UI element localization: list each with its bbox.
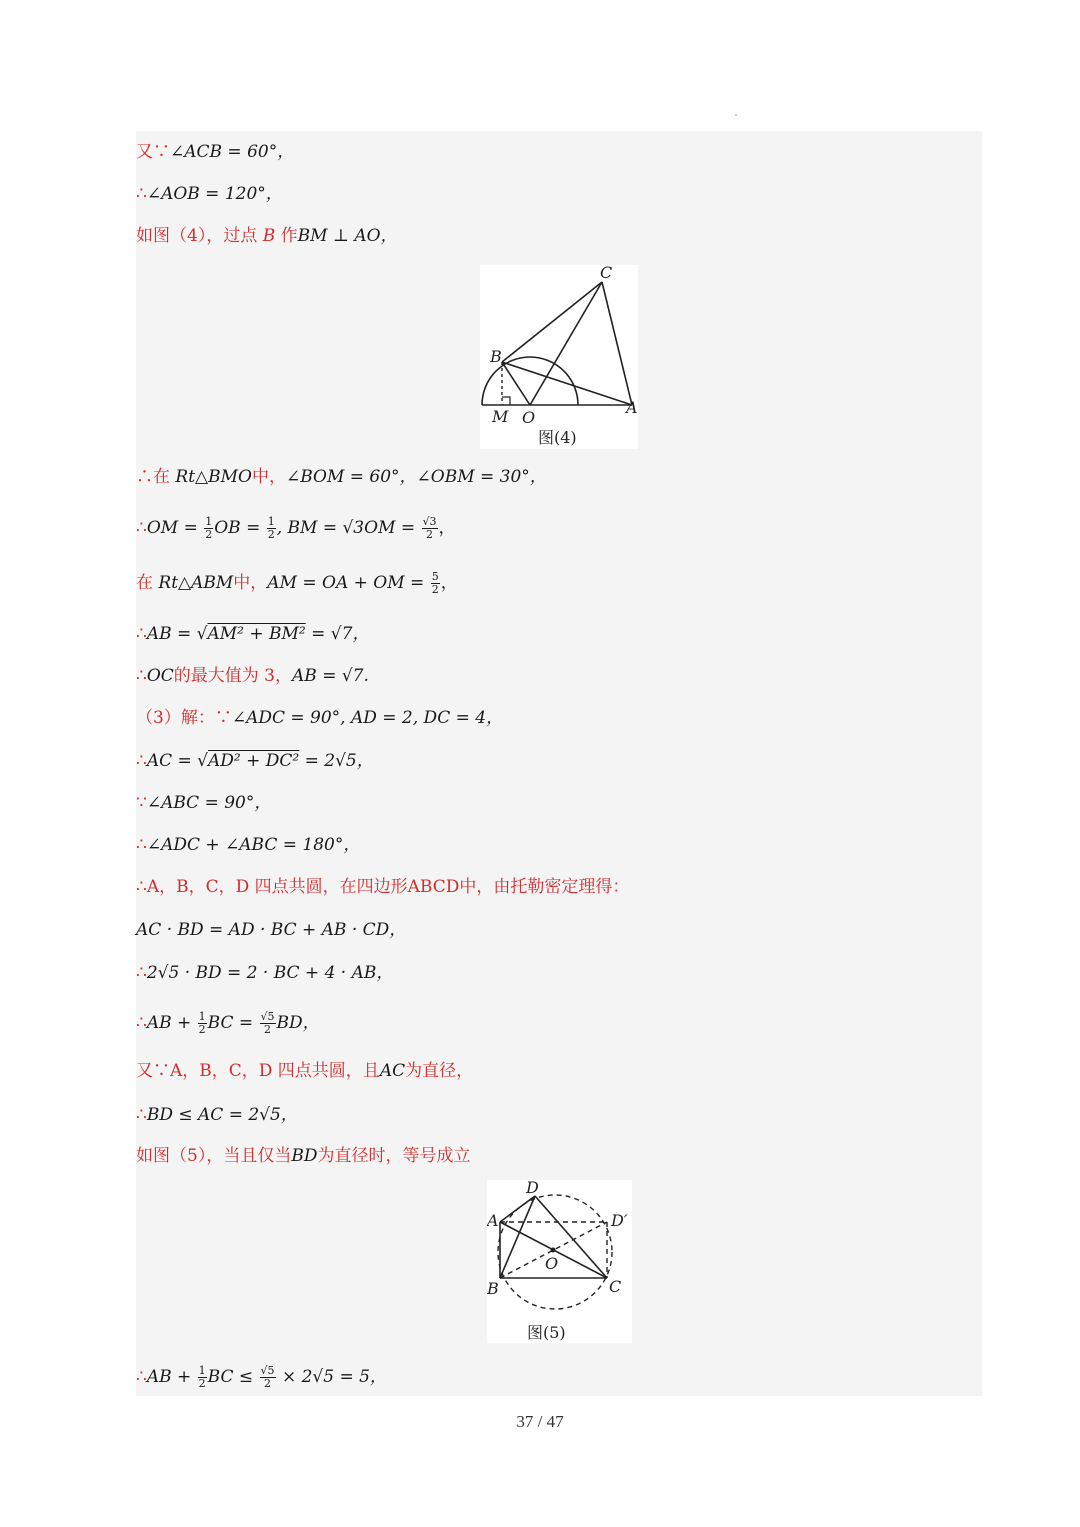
text-red: ∴ xyxy=(136,184,147,204)
segment-ca xyxy=(602,282,632,405)
fraction-half: $\frac{1}{2}$ xyxy=(205,515,213,541)
punctuation: ， xyxy=(438,518,456,538)
math-expr: = 2√5， xyxy=(299,751,374,771)
text-red: ∴ xyxy=(136,1013,147,1033)
fraction-half: $\frac{1}{2}$ xyxy=(198,1364,206,1390)
fraction-five-half: $\frac{5}{2}$ xyxy=(431,570,439,596)
math-expr: ∠ABC = 90°， xyxy=(146,793,272,813)
solution-content xyxy=(136,131,982,1396)
line-3 xyxy=(136,220,398,252)
line-10 xyxy=(136,745,374,777)
text-red: ∴ xyxy=(136,1367,147,1387)
stray-dot xyxy=(735,114,737,116)
text-red: 为直径， xyxy=(405,1061,474,1081)
text-red: 在 xyxy=(136,573,153,593)
label-b: B xyxy=(487,1279,499,1298)
center-point-o xyxy=(551,1248,556,1253)
math-expr: AB + xyxy=(146,1013,197,1033)
math-expr: ∠AOB = 120°， xyxy=(146,184,283,204)
line-13 xyxy=(136,871,629,903)
math-expr: AB = √7. xyxy=(292,666,369,686)
text-red: 的最大值为 3， xyxy=(173,666,293,686)
line-6 xyxy=(136,567,458,599)
fraction-sqrt5-half: $\frac{√5}{2}$ xyxy=(260,1364,275,1390)
math-expr: OM = xyxy=(146,518,204,538)
text-red: （3）解：∵ xyxy=(136,708,232,728)
label-c: C xyxy=(609,1277,622,1296)
segment-ba xyxy=(502,362,632,405)
math-expr: BD， xyxy=(276,1013,320,1033)
text-red: 作 xyxy=(280,226,298,246)
math-expr: ∠ADC + ∠ABC = 180°， xyxy=(146,835,361,855)
math-expr: ∠ADC = 90°, AD = 2, DC = 4， xyxy=(231,708,504,728)
math-radicand: AD² + DC² xyxy=(208,751,300,771)
figure-5-diagram xyxy=(487,1180,632,1343)
math-expr: BD xyxy=(291,1146,318,1166)
math-expr: BD ≤ AC = 2√5， xyxy=(146,1105,298,1125)
text-red: 如图（5），当且仅当 xyxy=(136,1146,292,1166)
figure-4-caption: 图(4) xyxy=(538,428,577,447)
math-expr: × 2√5 = 5， xyxy=(276,1367,387,1387)
line-17 xyxy=(136,1055,473,1087)
label-d-prime: D′ xyxy=(611,1211,628,1230)
right-angle-mark xyxy=(502,397,510,405)
math-expr: BM ⊥ AO， xyxy=(297,226,398,246)
math-expr: AC = √ xyxy=(146,751,208,771)
line-20 xyxy=(136,1361,387,1393)
line-16 xyxy=(136,1007,320,1039)
figure-4-diagram xyxy=(480,265,638,449)
text-red: ∴ xyxy=(136,666,147,686)
math-expr: OB = xyxy=(214,518,266,538)
line-5 xyxy=(136,512,456,544)
text-red: 如图（4），过点 xyxy=(136,226,258,246)
line-12 xyxy=(136,829,360,861)
math-expr: AC · BD = AD · BC + AB · CD， xyxy=(136,920,407,940)
math-expr: 2√5 · BD = 2 · BC + 4 · AB， xyxy=(146,963,394,983)
text-red: 又∵ xyxy=(136,142,170,162)
label-o: O xyxy=(545,1254,559,1273)
line-7 xyxy=(136,618,369,650)
math-expr: Rt△ABM xyxy=(158,573,234,593)
math-expr: AB + xyxy=(146,1367,197,1387)
math-expr: AC xyxy=(379,1061,406,1081)
text-red: 为直径时，等号成立 xyxy=(317,1146,471,1166)
label-c: C xyxy=(600,265,613,282)
punctuation: ， xyxy=(440,573,458,593)
fraction-half: $\frac{1}{2}$ xyxy=(267,515,275,541)
text-red: ∴在 xyxy=(136,467,170,487)
figure-4 xyxy=(480,265,638,449)
math-expr: ∠ACB = 60°， xyxy=(170,142,295,162)
text-red: 中， xyxy=(251,467,286,487)
math-expr: BC = xyxy=(207,1013,259,1033)
math-expr: ∠BOM = 60°，∠OBM = 30°， xyxy=(285,467,547,487)
line-4 xyxy=(136,461,547,493)
text-red: 又∵A，B，C，D 四点共圆，且 xyxy=(136,1061,380,1081)
math-expr: , BM = √3OM = xyxy=(276,518,421,538)
text-red: ∴ xyxy=(136,624,147,644)
line-14 xyxy=(136,914,406,946)
math-expr: AM = OA + OM = xyxy=(267,573,430,593)
math-expr: = √7， xyxy=(305,624,370,644)
math-expr: OC xyxy=(146,666,174,686)
math-expr: BC ≤ xyxy=(207,1367,259,1387)
segment-bo xyxy=(502,362,530,405)
text-red: ∵ xyxy=(136,793,147,813)
text-red: ∴A，B，C，D 四点共圆，在四边形ABCD中，由托勒密定理得： xyxy=(136,877,630,897)
line-9 xyxy=(136,702,503,734)
label-a: A xyxy=(626,398,638,417)
text-red: ∴ xyxy=(136,1105,147,1125)
text-red: ∴ xyxy=(136,518,147,538)
fraction-sqrt5-half: $\frac{√5}{2}$ xyxy=(260,1010,275,1036)
figure-5-caption: 图(5) xyxy=(527,1323,566,1342)
math-radicand: AM² + BM² xyxy=(207,624,306,644)
text-red: 中， xyxy=(233,573,268,593)
line-18 xyxy=(136,1099,298,1131)
text-red: ∴ xyxy=(136,835,147,855)
text-red: ∴ xyxy=(136,751,147,771)
math-expr: Rt△BMO xyxy=(175,467,252,487)
line-19 xyxy=(136,1140,470,1172)
fraction-half: $\frac{1}{2}$ xyxy=(198,1010,206,1036)
segment-oc xyxy=(530,282,602,405)
label-m: M xyxy=(492,407,509,426)
label-o: O xyxy=(522,408,536,427)
label-d: D xyxy=(526,1180,539,1197)
math-point: B xyxy=(262,226,276,246)
label-a: A xyxy=(487,1211,499,1230)
line-11 xyxy=(136,787,271,819)
math-expr: AB = √ xyxy=(146,624,208,644)
segment-bc xyxy=(502,282,602,362)
label-b: B xyxy=(490,347,502,366)
fraction-sqrt3-half: $\frac{√3}{2}$ xyxy=(422,515,437,541)
figure-5 xyxy=(487,1180,632,1343)
page-number: 37 / 47 xyxy=(516,1412,564,1431)
line-15 xyxy=(136,957,393,989)
line-1 xyxy=(136,136,294,168)
text-red: ∴ xyxy=(136,963,147,983)
circle-dashed xyxy=(498,1195,612,1309)
line-8 xyxy=(136,660,369,692)
line-2 xyxy=(136,178,283,210)
